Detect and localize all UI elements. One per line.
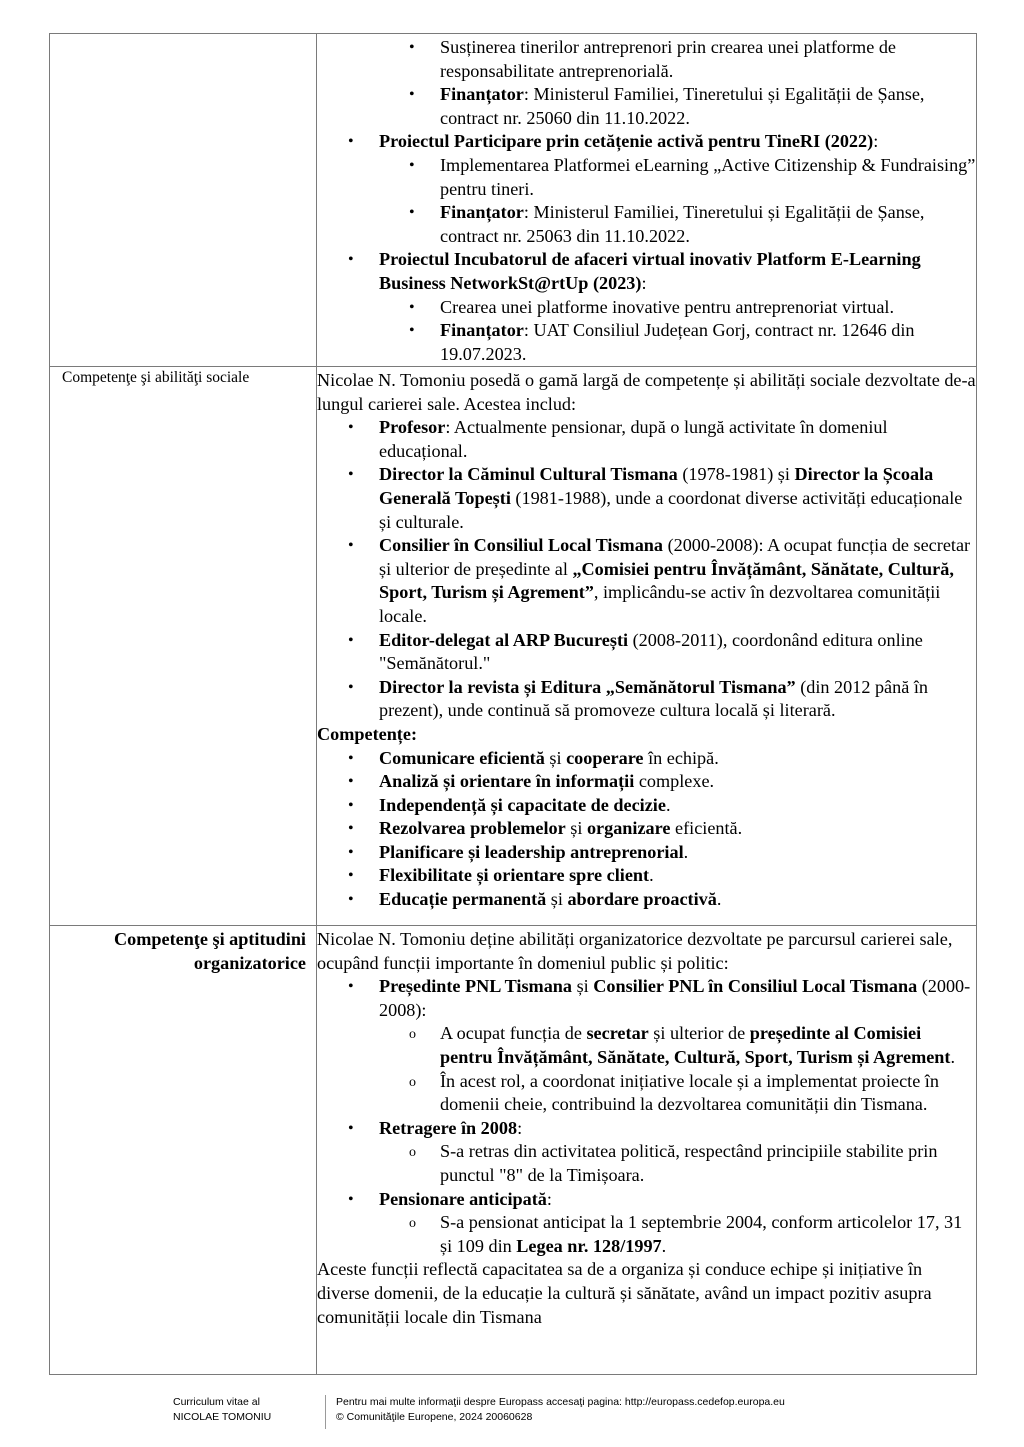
row-projects-content [317,34,977,366]
list-item [379,416,976,463]
list-item [379,629,976,676]
list-item [379,975,976,1117]
bullet-list [317,975,976,1258]
text-fragment: . [683,841,689,862]
text-fragment: (1978-1981) și [677,464,795,485]
text-fragment: Nicolae N. Tomoniu posedă o gamă largă de competențe și abilități sociale dezvoltate de-a lungul carierei sale. Acestea includ: [317,370,976,414]
text-fragment: Independență și capacitate de decizie [379,794,666,815]
sub-bullet-list [379,154,976,248]
text-fragment: secretar [586,1023,649,1044]
sub-bullet-list [379,1140,976,1187]
list-item [379,817,976,841]
text-fragment: Consilier în Consiliul Local Tismana [379,535,664,556]
text-fragment: , implicându-se activ în dezvoltarea comunității locale. [379,582,941,626]
row-organizational-skills-content [317,926,977,1374]
text-fragment: eficientă. [670,818,743,839]
text-fragment: S-a retras din activitatea politică, respectând principiile stabilite prin punctul "8" de la Timișoara. [440,1141,938,1185]
text-fragment: președinte al Comisiei pentru Învățământ, Sănătate, Cultură, Sport, Turism și Agrement [440,1023,951,1067]
list-item [379,534,976,628]
text-fragment: organizare [586,818,671,839]
text-fragment: : UAT Consiliul Județean Gorj, contract nr. 12646 din 19.07.2023. [440,320,915,364]
text-fragment: . [665,794,671,815]
text-fragment: Analiză și orientare în informații [379,771,635,792]
paragraph [317,723,976,747]
text-fragment: (2008-2011), coordonând editura online "Semănătorul." [379,629,923,674]
footer-europass-info: Pentru mai multe informaţii despre Europass accesaţi pagina: http://europass.cedefop.europa.eu [336,1396,785,1408]
list-item [379,770,976,794]
text-fragment: : Actualmente pensionar, după o lungă activitate în domeniul educațional. [379,417,888,461]
text-fragment: Comunicare eficientă [379,747,545,768]
text-fragment: Director la revista și Editura „Semănătorul Tismana” [379,676,796,697]
text-fragment: Proiectul Incubatorul de afaceri virtual inovativ Platform E-Learning Business NetworkSt@rtUp (2023) [379,249,921,293]
list-item [379,676,976,723]
text-fragment: Editor-delegat al ARP București [379,629,629,650]
text-fragment: Crearea unei platforme inovative pentru antreprenoriat virtual. [440,296,894,317]
text-fragment: Profesor [379,417,446,438]
text-fragment: Președinte PNL Tismana [379,976,573,997]
paragraph [317,928,976,975]
text-fragment: : [546,1188,552,1209]
text-fragment: : Ministerul Familiei, Tineretului și Egalității de Șanse, contract nr. 25060 din 11.10.2022. [440,84,925,128]
sub-bullet-list [379,296,976,367]
text-fragment: și [572,976,594,997]
text-fragment: și ulterior de [648,1023,750,1044]
text-fragment: Director la Căminul Cultural Tismana [379,464,678,485]
text-fragment: și [565,818,587,839]
text-fragment: S-a pensionat anticipat la 1 septembrie 2004, conform articolelor 17, 31 și 109 din [440,1212,963,1256]
sub-bullet-list [317,36,976,130]
footer-copyright: © Comunităţile Europene, 2024 20060628 [336,1411,533,1423]
text-fragment: Finanțator [440,320,524,341]
sub-list-item [440,1070,976,1117]
sub-list-item [440,36,976,83]
bullet-list [317,416,976,723]
footer-left [173,1395,313,1425]
footer-right [336,1395,936,1425]
text-fragment: (1981-1988), unde a coordonat diverse activități educaționale și culturale. [379,487,963,532]
text-fragment: în echipă. [643,747,719,768]
text-fragment: Implementarea Platformei eLearning „Active Citizenship & Fundraising” pentru tineri. [440,154,976,199]
sub-list-item [440,83,976,130]
text-fragment: : [517,1117,523,1138]
text-fragment: . [649,865,654,886]
footer-cv-title: Curriculum vitae al [173,1396,260,1408]
row-projects [49,33,977,367]
text-fragment: Competențe: [317,723,417,744]
sub-list-item [440,201,976,248]
text-fragment: „Comisiei pentru Învățământ, Sănătate, Cultură, Sport, Turism și Agrement” [379,558,954,603]
text-fragment: Director la Școala Generală Topești [379,464,934,508]
text-fragment: Proiectul Participare prin cetățenie activă pentru TineRI (2022) [379,131,874,152]
text-fragment: : Ministerul Familiei, Tineretului și Egalității de Șanse, contract nr. 25063 din 11.10.2022. [440,202,925,246]
list-item [379,841,976,865]
text-fragment: Planificare și leadership antreprenorial [379,841,684,862]
row-projects-label [49,34,317,366]
list-item [379,888,976,912]
text-fragment: Finanțator [440,202,524,223]
bullet-list [317,130,976,366]
list-item [379,794,976,818]
row-organizational-skills [49,926,977,1375]
footer-separator [325,1395,326,1429]
text-fragment: abordare proactivă [567,889,717,910]
text-fragment: Nicolae N. Tomoniu deține abilități organizatorice dezvoltate pe parcursul carierei sale, ocupând funcții importante în domeniul public și politic: [317,929,953,973]
text-fragment: Pensionare anticipată [379,1188,547,1209]
text-fragment: În acest rol, a coordonat inițiative locale și a implementat proiecte în domenii cheie, contribuind la dezvoltarea comunității din Tismana. [440,1070,939,1115]
text-fragment: Educație permanentă [379,889,547,910]
list-item [379,1117,976,1188]
text-fragment: Rezolvarea problemelor [379,818,566,839]
list-item [379,130,976,248]
sub-list-item [440,1211,976,1258]
sub-list-item [440,319,976,366]
sub-bullet-list [379,1022,976,1116]
row-organizational-skills-label: Competenţe şi aptitudini organizatorice [49,926,317,1374]
cv-table [49,33,977,1375]
text-fragment: Finanțator [440,84,524,105]
text-fragment: și [546,889,568,910]
text-fragment: Susținerea tinerilor antreprenori prin crearea unei platforme de responsabilitate antreprenorială. [440,37,896,81]
list-item [379,463,976,534]
text-fragment: și [544,747,567,768]
text-fragment: (din 2012 până în prezent), unde continuă să promoveze cultura locală și literară. [379,676,928,721]
sub-list-item [440,1140,976,1187]
paragraph [317,369,976,416]
text-fragment: : [873,131,879,152]
text-fragment: : [641,272,647,293]
footer-cv-name: NICOLAE TOMONIU [173,1411,272,1423]
sub-list-item [440,1022,976,1069]
text-fragment: Retragere în 2008 [379,1117,518,1138]
list-item [379,747,976,771]
list-item [379,1188,976,1259]
sub-list-item [440,154,976,201]
text-fragment: Consilier PNL în Consiliul Local Tismana [593,976,918,997]
text-fragment: . [716,889,722,910]
text-fragment: . [950,1046,956,1067]
text-fragment: (2000-2008): A ocupat funcția de secretar și ulterior de președinte al [379,535,971,579]
text-fragment: Aceste funcții reflectă capacitatea sa de a organiza și conduce echipe și inițiative în diverse domenii, de la educație la cultură și sănătate, având un impact pozitiv asupra comunității locale din Tismana [317,1259,932,1327]
bullet-list [317,747,976,912]
text-fragment: A ocupat funcția de [440,1023,587,1044]
row-social-skills-label: Competenţe şi abilităţi sociale [49,367,317,925]
row-social-skills-content [317,367,977,925]
text-fragment: Legea nr. 128/1997 [516,1235,662,1256]
list-item [379,864,976,888]
sub-bullet-list [379,1211,976,1258]
list-item [379,248,976,366]
sub-list-item [440,296,976,320]
text-fragment: cooperare [566,747,644,768]
text-fragment: Flexibilitate și orientare spre client [379,865,650,886]
row-social-skills [49,367,977,926]
text-fragment: (2000-2008): [379,976,971,1020]
paragraph [317,1258,976,1329]
text-fragment: complexe. [634,771,715,792]
text-fragment: . [661,1235,667,1256]
